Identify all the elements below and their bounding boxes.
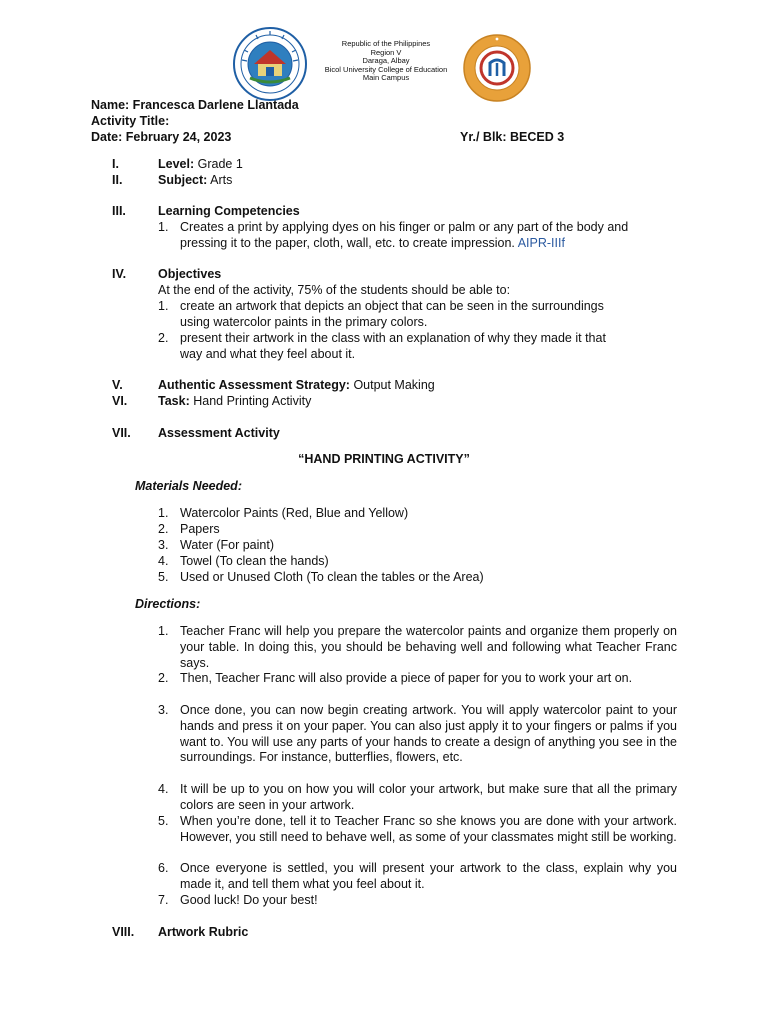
objective-1-line-1: create an artwork that depicts an object that can be seen in the surroundings: [180, 299, 604, 313]
year-block: Yr./ Blk: BECED 3: [460, 130, 565, 144]
list-number: 7.: [158, 893, 169, 907]
date: Date: February 24, 2023: [91, 130, 232, 144]
objective-2-line-1: present their artwork in the class with an explanation of why they made it that: [180, 331, 606, 345]
list-number: 3.: [158, 703, 169, 717]
list-number: 1.: [158, 624, 169, 638]
list-number: 4.: [158, 782, 169, 796]
list-number: 4.: [158, 554, 169, 568]
learning-competencies-heading: Learning Competencies: [158, 204, 300, 218]
student-name: Name: Francesca Darlene Llantada: [91, 98, 299, 112]
direction-item: When you’re done, tell it to Teacher Franc so she knows you are done with your artwork. However, you still need to behave well, as some of your classmates might still be working.: [180, 814, 677, 844]
direction-item: Then, Teacher Franc will also provide a piece of paper for you to work your art on.: [180, 671, 633, 685]
list-number: 2.: [158, 671, 169, 685]
section-number: II.: [112, 173, 123, 187]
section-number: VII.: [112, 426, 131, 440]
objectives-intro: At the end of the activity, 75% of the students should be able to:: [158, 283, 511, 297]
strategy-value: Output Making: [353, 378, 435, 392]
inst-line: Main Campus: [362, 73, 410, 83]
objective-1-line-2: using watercolor paints in the primary colors.: [180, 315, 428, 329]
competency-line-2: [180, 236, 565, 250]
material-item: Watercolor Paints (Red, Blue and Yellow): [180, 506, 409, 520]
subject-label: Subject:: [158, 173, 208, 187]
materials-heading: Materials Needed:: [135, 479, 242, 493]
strategy-line: [158, 378, 435, 392]
list-number: 1.: [158, 299, 169, 313]
seal-icon: [232, 26, 308, 102]
college-of-education-seal-icon: [462, 33, 532, 103]
activity-title: Activity Title:: [91, 114, 170, 128]
objectives-heading: Objectives: [158, 267, 222, 281]
direction-item: Once everyone is settled, you will present your artwork to the class, explain why you made it, and tell them what you feel about it.: [180, 861, 677, 891]
inst-line: Region V: [370, 47, 402, 57]
competency-line-1: Creates a print by applying dyes on his finger or palm or any part of the body and: [180, 220, 629, 234]
section-number: III.: [112, 204, 126, 218]
level-value: Grade 1: [197, 157, 243, 171]
direction-item: Teacher Franc will help you prepare the watercolor paints and organize them properly on your table. In doing this, you should be behaving well and following what Teacher Franc says.: [180, 624, 677, 670]
objective-2-line-2: way and what they feel about it.: [180, 347, 356, 361]
section-number: IV.: [112, 267, 127, 281]
assessment-activity-heading: Assessment Activity: [158, 426, 280, 440]
material-item: Water (For paint): [180, 538, 275, 552]
section-number: VI.: [112, 394, 128, 408]
list-number: 1.: [158, 220, 169, 234]
list-number: 5.: [158, 814, 169, 828]
inst-line: Republic of the Philippines: [341, 39, 431, 48]
artwork-rubric-heading: Artwork Rubric: [158, 925, 249, 939]
level-label: Level:: [158, 157, 195, 171]
institution-header: [312, 40, 460, 83]
competency-code: AIPR-IIIf: [517, 236, 565, 250]
list-number: 3.: [158, 538, 169, 552]
list-number: 6.: [158, 861, 169, 875]
task-label: Task:: [158, 394, 190, 408]
activity-title-heading: “HAND PRINTING ACTIVITY”: [298, 452, 470, 466]
list-number: 2.: [158, 331, 169, 345]
directions-heading: Directions:: [135, 597, 201, 611]
subject-line: [158, 173, 232, 187]
direction-item: It will be up to you on how you will color your artwork, but make sure that all the primary colors are seen in your artwork.: [180, 782, 677, 812]
material-item: Used or Unused Cloth (To clean the tables or the Area): [180, 570, 484, 584]
section-number: I.: [112, 157, 119, 171]
section-number: VIII.: [112, 925, 135, 939]
material-item: Papers: [180, 522, 220, 536]
task-value: Hand Printing Activity: [193, 394, 312, 408]
direction-item: Once done, you can now begin creating artwork. You will apply watercolor paint to your hands and press it on your paper. You can also just apply it to your fingers or palms if you want to. You will use any parts of your hands to create a design of anything you see in the surroundings. For instance, butterflies, flowers, etc.: [180, 703, 677, 765]
competency-text: pressing it to the paper, cloth, wall, etc. to create impression.: [180, 236, 515, 250]
section-number: V.: [112, 378, 123, 392]
list-number: 2.: [158, 522, 169, 536]
subject-value: Arts: [210, 173, 233, 187]
strategy-label: Authentic Assessment Strategy:: [158, 378, 350, 392]
task-line: [158, 394, 311, 408]
level-line: [158, 157, 243, 171]
material-item: Towel (To clean the hands): [180, 554, 329, 568]
direction-item: Good luck! Do your best!: [180, 893, 318, 907]
list-number: 5.: [158, 570, 169, 584]
inst-line: Daraga, Albay: [362, 56, 410, 66]
inst-line: Bicol University College of Education: [324, 64, 448, 74]
list-number: 1.: [158, 506, 169, 520]
